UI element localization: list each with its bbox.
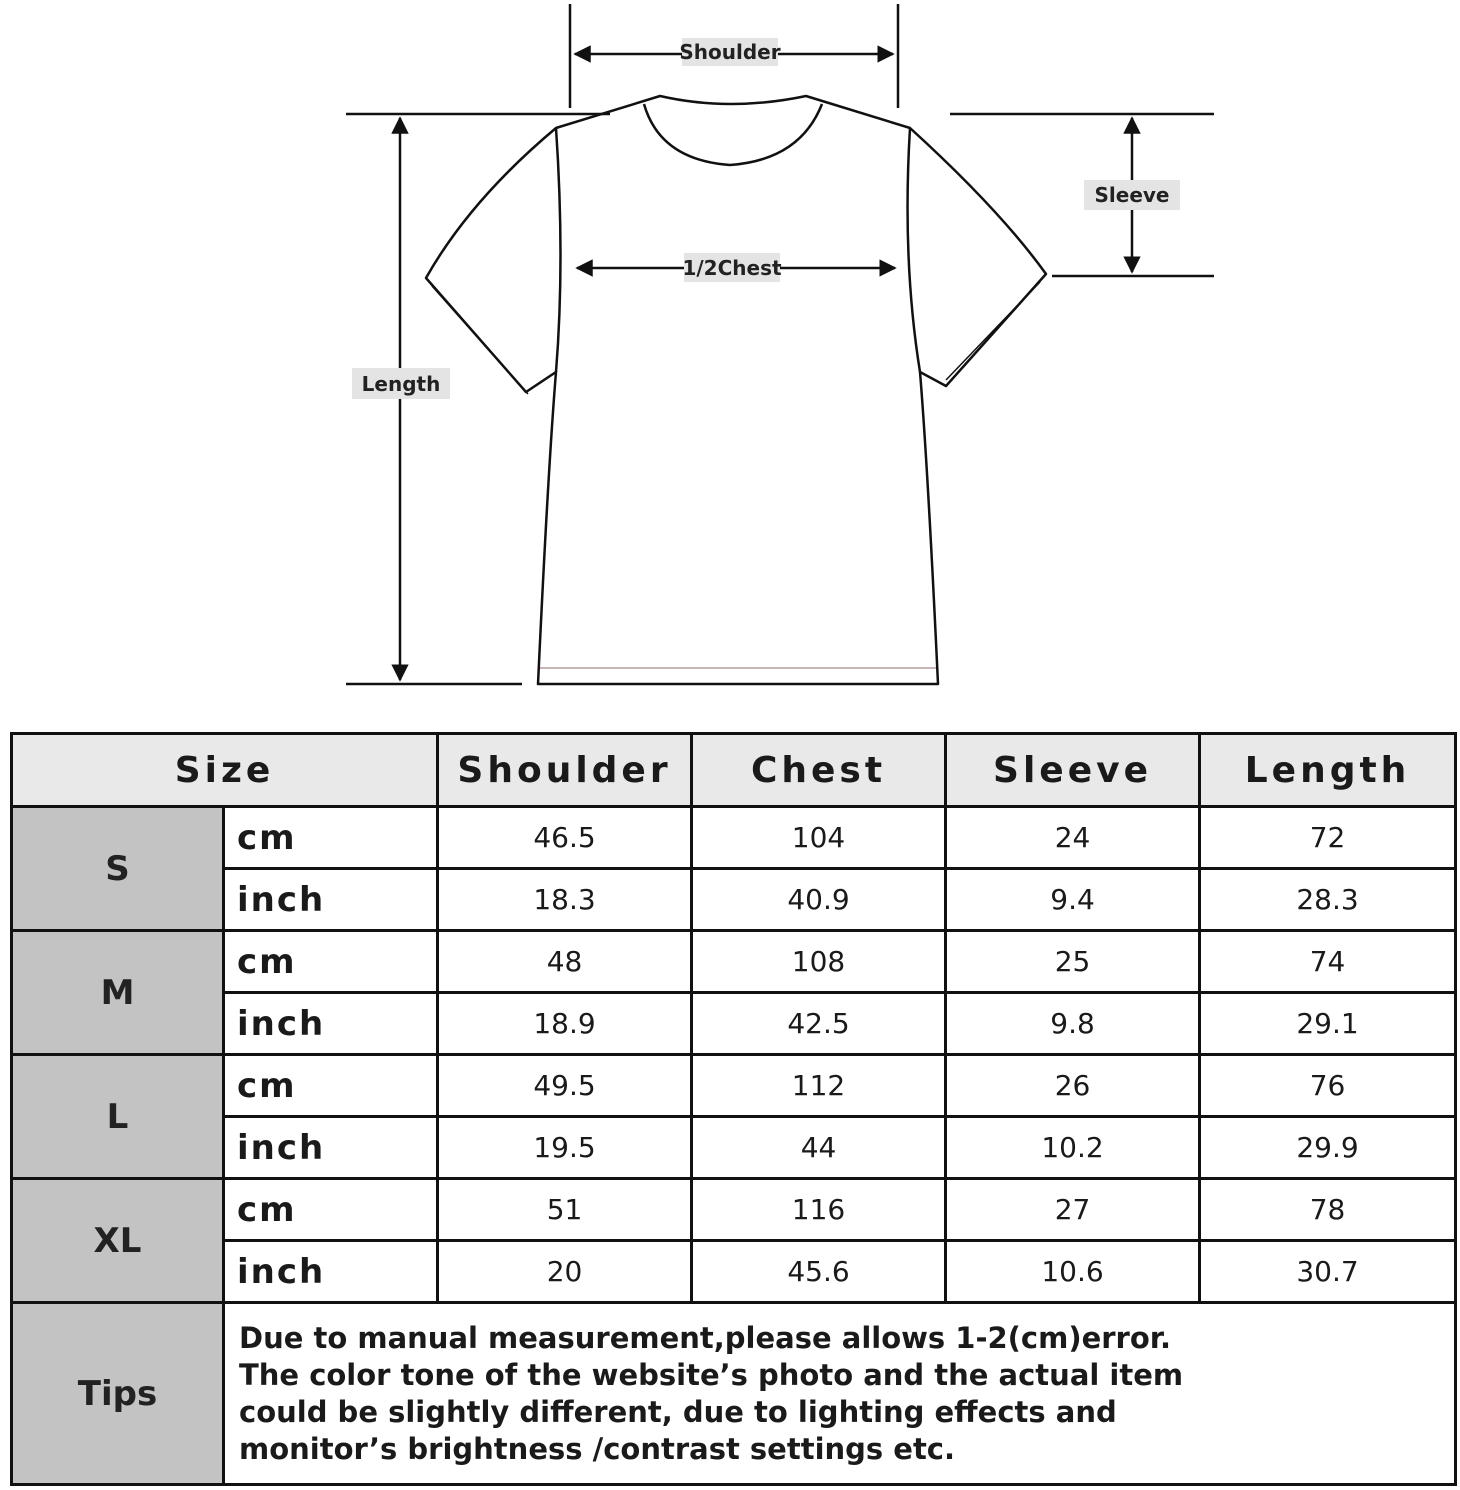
- size-label-s: S: [12, 807, 224, 931]
- length-label: Length: [361, 372, 441, 396]
- unit-label: cm: [224, 931, 438, 993]
- tips-label: Tips: [12, 1303, 224, 1485]
- length-value: 29.1: [1200, 993, 1456, 1055]
- sleeve-value: 10.2: [946, 1117, 1200, 1179]
- length-value: 76: [1200, 1055, 1456, 1117]
- chest-value: 40.9: [692, 869, 946, 931]
- right-armhole-seam: [908, 128, 920, 372]
- left-armhole-seam: [556, 128, 561, 372]
- tips-line: The color tone of the website’s photo and the actual item: [239, 1357, 1184, 1392]
- shoulder-value: 18.9: [438, 993, 692, 1055]
- tshirt-body-outline: [426, 96, 1046, 684]
- table-row: [12, 1117, 1456, 1179]
- length-value: 28.3: [1200, 869, 1456, 931]
- chest-value: 112: [692, 1055, 946, 1117]
- shoulder-value: 51: [438, 1179, 692, 1241]
- shoulder-value: 48: [438, 931, 692, 993]
- length-value: 29.9: [1200, 1117, 1456, 1179]
- size-label-l: L: [12, 1055, 224, 1179]
- size-chart-table: [10, 732, 1457, 1486]
- unit-label: cm: [224, 1179, 438, 1241]
- table-row: [12, 931, 1456, 993]
- header-chest: Chest: [692, 734, 946, 807]
- shoulder-value: 20: [438, 1241, 692, 1303]
- chest-value: 45.6: [692, 1241, 946, 1303]
- unit-label: inch: [224, 1241, 438, 1303]
- shoulder-label: Shoulder: [679, 40, 781, 64]
- sleeve-label: Sleeve: [1094, 183, 1170, 207]
- unit-label: inch: [224, 993, 438, 1055]
- tips-line: could be slightly different, due to lighting effects and: [239, 1394, 1117, 1429]
- table-row: [12, 1055, 1456, 1117]
- unit-label: inch: [224, 1117, 438, 1179]
- shoulder-value: 49.5: [438, 1055, 692, 1117]
- chest-label: 1/2Chest: [682, 256, 782, 280]
- length-value: 78: [1200, 1179, 1456, 1241]
- header-row: [12, 734, 1456, 807]
- shoulder-value: 19.5: [438, 1117, 692, 1179]
- header-shoulder: Shoulder: [438, 734, 692, 807]
- chest-value: 104: [692, 807, 946, 869]
- table-row: [12, 1241, 1456, 1303]
- tips-line: monitor’s brightness /contrast settings etc.: [239, 1431, 956, 1466]
- tips-text: [224, 1303, 1456, 1485]
- tshirt-measurement-diagram: [0, 0, 1460, 710]
- length-value: 30.7: [1200, 1241, 1456, 1303]
- header-length: Length: [1200, 734, 1456, 807]
- unit-label: cm: [224, 1055, 438, 1117]
- shoulder-value: 18.3: [438, 869, 692, 931]
- sleeve-value: 9.8: [946, 993, 1200, 1055]
- table-row: [12, 807, 1456, 869]
- length-value: 74: [1200, 931, 1456, 993]
- size-label-xl: XL: [12, 1179, 224, 1303]
- sleeve-value: 10.6: [946, 1241, 1200, 1303]
- sleeve-value: 26: [946, 1055, 1200, 1117]
- sleeve-value: 24: [946, 807, 1200, 869]
- tshirt-collar: [644, 104, 822, 165]
- chest-value: 116: [692, 1179, 946, 1241]
- tshirt-outline: [426, 96, 1046, 684]
- chest-value: 44: [692, 1117, 946, 1179]
- header-size: Size: [12, 734, 438, 807]
- length-value: 72: [1200, 807, 1456, 869]
- sleeve-value: 27: [946, 1179, 1200, 1241]
- sleeve-value: 9.4: [946, 869, 1200, 931]
- table-row: [12, 993, 1456, 1055]
- tips-line: Due to manual measurement,please allows 1-2(cm)error.: [239, 1320, 1171, 1355]
- unit-label: inch: [224, 869, 438, 931]
- size-label-m: M: [12, 931, 224, 1055]
- chest-value: 108: [692, 931, 946, 993]
- unit-label: cm: [224, 807, 438, 869]
- tips-row: [12, 1303, 1456, 1485]
- header-sleeve: Sleeve: [946, 734, 1200, 807]
- right-sleeve-hem: [946, 282, 1040, 380]
- table-row: [12, 869, 1456, 931]
- chest-value: 42.5: [692, 993, 946, 1055]
- table-row: [12, 1179, 1456, 1241]
- shoulder-value: 46.5: [438, 807, 692, 869]
- sleeve-value: 25: [946, 931, 1200, 993]
